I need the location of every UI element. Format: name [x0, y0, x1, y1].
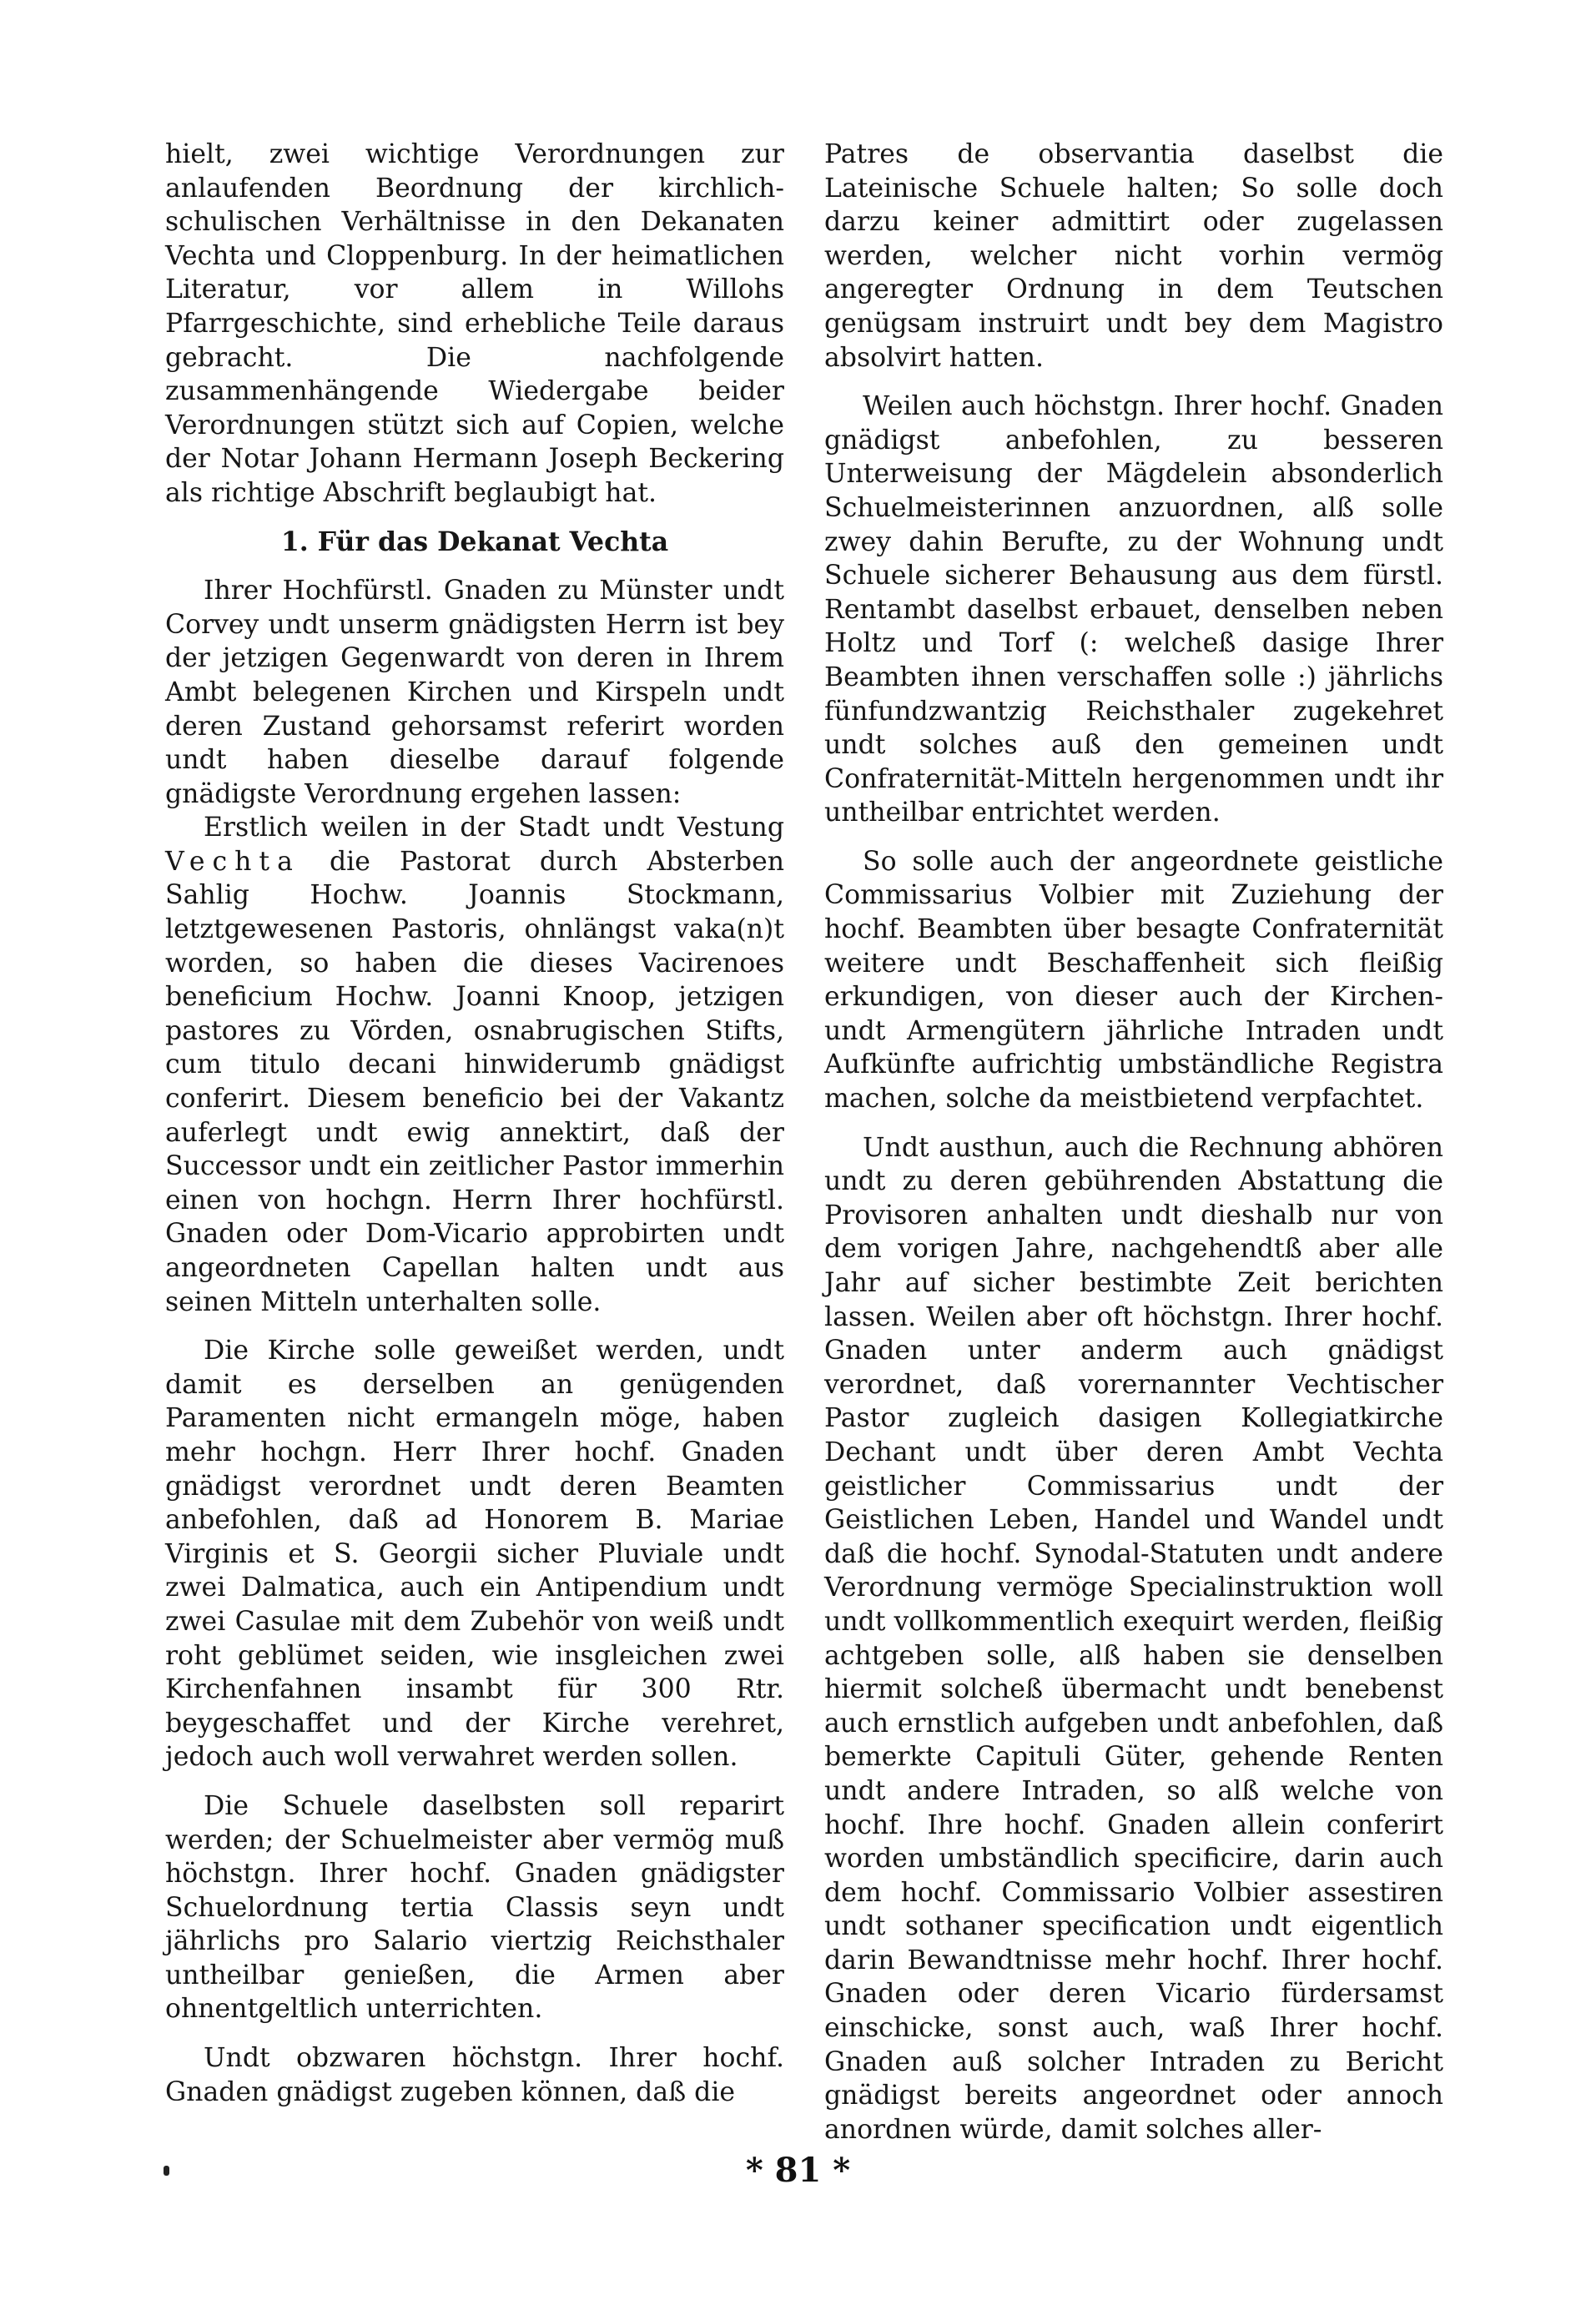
paragraph: Ihrer Hochfürstl. Gnaden zu Münster undt Corvey undt unserm gnädigsten Herrn ist bey der jetzigen Gegenwardt von deren in Ihrem Ambt belegenen Kirchen und Kirspeln undt deren Zustand gehorsamst referirt worden undt haben dieselbe darauf folgende gnädigste Verordnung ergehen lassen: [165, 576, 784, 809]
page-number: * 81 * [745, 2151, 851, 2190]
section-heading: 1. Für das Dekanat Vechta [280, 526, 669, 557]
paragraph: Patres de observantia daselbst die Lateinische Schuele halten; So solle doch darzu keiner admittirt oder zugelassen werden, welcher nicht vorhin vermög angeregter Ordnung in dem Teutschen genügsam instruirt undt bey dem Magistro absolvirt hatten. [824, 139, 1443, 373]
paragraph: Die Schuele daselbsten soll reparirt werden; der Schuelmeister aber vermög muß höchstgn. Ihrer hochf. Gnaden gnädigster Schuelordnung tertia Classis seyn undt jährlichs pro Salario viertzig Reichsthaler untheilbar genießen, die Armen aber ohnentgeltlich unterrichten. [165, 1790, 784, 2025]
paragraph: So solle auch der angeordnete geistliche Commissarius Volbier mit Zuziehung der hochf. Beambten über besagte Confraternität weitere undt Beschaffenheit sich fleißig erkundigen, von dieser auch der Kirchen- undt Armengütern jährliche Intraden undt Aufkünfte aufrichtig umbständliche Registra machen, solche da meistbietend verpfachtet. [824, 846, 1443, 1115]
paragraph: Undt austhun, auch die Rechnung abhören undt zu deren gebührenden Abstattung die Provisoren anhalten undt dieshalb nur von dem vorigen Jahre, nachgehendtß aber alle Jahr auf sicher bestimbte Zeit berichten lassen. Weilen aber oft höchstgn. Ihrer hochf. Gnaden unter anderm auch gnädigst verordnet, daß vorernannter Vechtischer Pastor zugleich dasigen Kollegiatkirche Dechant undt über deren Ambt Vechta geistlicher Commissarius undt der Geistlichen Leben, Handel und Wandel undt daß die hochf. Synodal-Statuten undt andere Verordnung vermöge Specialinstruktion woll undt vollkommentlich exequirt werden, fleißig achtgeben solle, alß haben sie denselben hiermit solcheß übermacht undt benebenst auch ernstlich aufgeben undt anbefohlen, daß bemerkte Capituli Güter, gehende Renten undt andere Intraden, so alß welche von hochf. Ihre hochf. Gnaden allein conferirt worden umbständlich specificire, darin auch dem hochf. Commissario Volbier assestiren undt sothaner specification undt eigentlich darin Bewandtnisse mehr hochf. Ihrer hochf. Gnaden oder deren Vicario fürdersamst einschicke, sonst auch, waß Ihrer hochf. Gnaden auß solcher Intraden zu Bericht gnädigst bereits angeordnet oder annoch anordnen würde, damit solches aller- [824, 1132, 1443, 2145]
paragraph: Die Kirche solle geweißet werden, undt damit es derselben an genügenden Paramenten nicht ermangeln möge, haben mehr hochgn. Herr Ihrer hochf. Gnaden gnädigst verordnet undt deren Beamten anbefohlen, daß ad Honorem B. Mariae Virginis et S. Georgii sicher Pluviale undt zwei Dalmatica, auch ein Antipendium undt zwei Casulae mit dem Zubehör von weiß undt roht geblümet seiden, wie insgleichen zwei Kirchenfahnen insambt für 300 Rtr. beygeschaffet und der Kirche verehret, jedoch auch woll verwahret werden sollen. [165, 1336, 784, 1773]
paragraph: Undt obzwaren höchstgn. Ihrer hochf. Gnaden gnädigst zugeben können, daß die [165, 2043, 784, 2107]
spaced-place-name: Vechta [165, 846, 300, 877]
left-column [165, 138, 784, 2124]
paragraph: hielt, zwei wichtige Verordnungen zur anlaufenden Beordnung der kirchlich-schulischen Verhältnisse in den Dekanaten Vechta und Cloppenburg. In der heimatlichen Literatur, vor allem in Willohs Pfarrgeschichte, sind erhebliche Teile daraus gebracht. Die nachfolgende zusammenhängende Wiedergabe beider Verordnungen stützt sich auf Copien, welche der Notar Johann Hermann Joseph Beckering als richtige Abschrift beglaubigt hat. [165, 139, 784, 508]
paragraph-text: die Pastorat durch Absterben Sahlig Hochw. Joannis Stockmann, letztgewesenen Pastoris, ohnlängst vaka(n)t worden, so haben die dieses Vacirenoes beneficium Hochw. Joanni Knoop, jetzigen pastores zu Vörden, osnabrugischen Stifts, cum titulo decani hinwiderumb gnädigst conferirt. Diesem beneficio bei der Vakantz auferlegt undt ewig annektirt, daß der Successor undt ein zeitlicher Pastor immerhin einen von hochgn. Herrn Ihrer hochfürstl. Gnaden oder Dom-Vicario approbirten undt angeordneten Capellan halten undt aus seinen Mitteln unterhalten solle. [165, 846, 784, 1317]
paragraph-text: Erstlich weilen in der Stadt undt Vestung [204, 813, 784, 843]
right-column [824, 138, 1443, 2162]
paragraph: Weilen auch höchstgn. Ihrer hochf. Gnaden gnädigst anbefohlen, zu besseren Unterweisung der Mägdelein absonderlich Schuelmeisterinnen anzuordnen, alß solle zwey dahin Berufte, zu der Wohnung undt Schuele sicherer Behausung aus dem fürstl. Rentambt daselbst erbauet, denselben neben Holtz und Torf (: welcheß dasige Ihrer Beambten ihnen verschaffen solle :) jährlichs fünfundzwantzig Reichsthaler zugekehret undt solches auß den gemeinen undt Confraternität-Mitteln hergenommen undt ihr untheilbar entrichtet werden. [824, 391, 1443, 828]
paragraph [165, 811, 784, 1319]
